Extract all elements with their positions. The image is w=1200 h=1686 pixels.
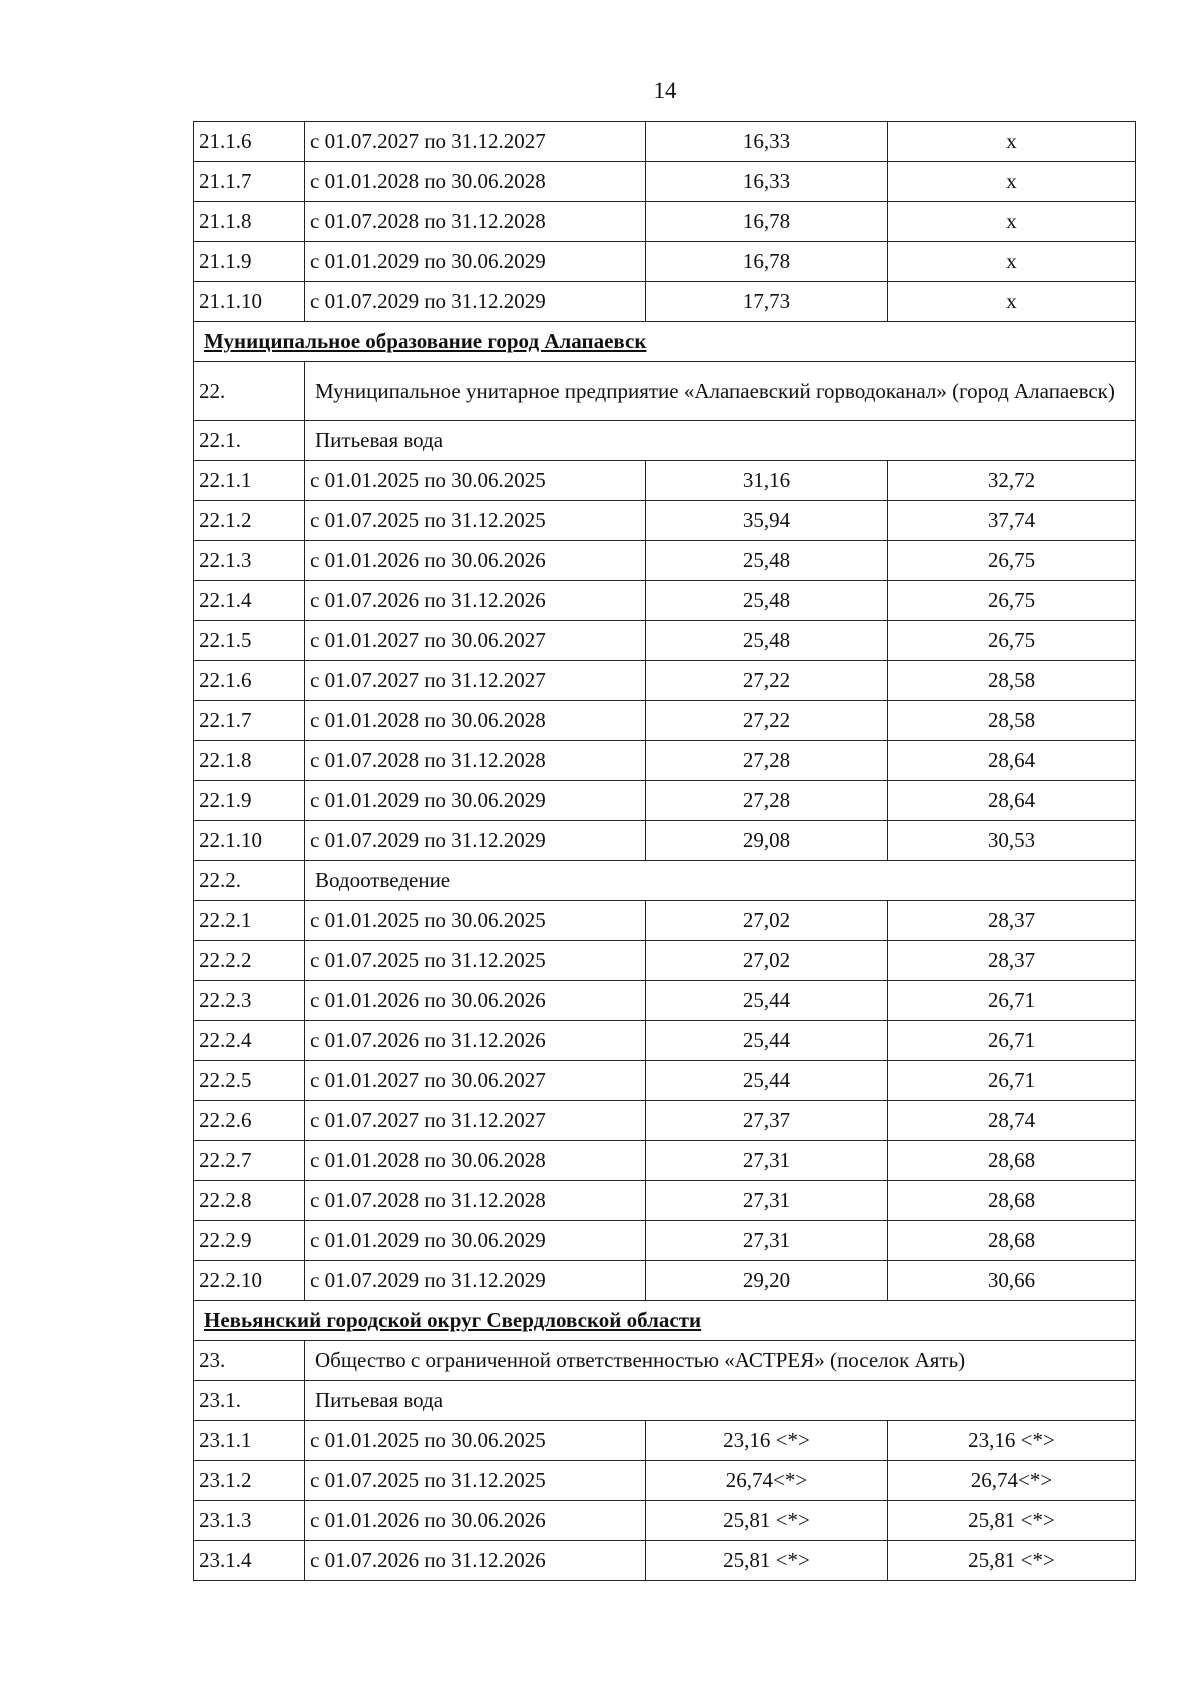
row-number: 21.1.6 [194,122,305,162]
tariff-row [194,461,1136,501]
period-cell: с 01.07.2027 по 31.12.2027 [305,122,646,162]
tariff-value-1: 25,81 <*> [646,1501,888,1541]
tariff-value-1: 27,28 [646,741,888,781]
period-cell: с 01.01.2025 по 30.06.2025 [305,461,646,501]
tariff-value-1: 17,73 [646,282,888,322]
row-number: 22.1.4 [194,581,305,621]
organization-row [194,1341,1136,1381]
tariff-row [194,541,1136,581]
tariff-value-2: х [888,162,1136,202]
tariff-row [194,1061,1136,1101]
tariff-value-2: 28,37 [888,941,1136,981]
organization-name: Муниципальное унитарное предприятие «Алапаевский горводоканал» (город Алапаевск) [305,362,1136,421]
tariff-value-1: 31,16 [646,461,888,501]
period-cell: с 01.07.2028 по 31.12.2028 [305,202,646,242]
tariff-value-2: 28,64 [888,781,1136,821]
period-cell: с 01.01.2029 по 30.06.2029 [305,781,646,821]
tariff-value-2: 28,64 [888,741,1136,781]
period-cell: с 01.07.2028 по 31.12.2028 [305,741,646,781]
tariff-row [194,1501,1136,1541]
tariff-value-1: 27,31 [646,1141,888,1181]
tariff-row [194,901,1136,941]
tariff-value-2: 28,58 [888,701,1136,741]
tariff-row [194,581,1136,621]
service-name: Водоотведение [305,861,1136,901]
tariff-value-2: 30,53 [888,821,1136,861]
tariff-value-2: 28,68 [888,1221,1136,1261]
tariff-value-2: 32,72 [888,461,1136,501]
tariff-value-2: 26,71 [888,981,1136,1021]
tariff-value-1: 25,48 [646,541,888,581]
tariff-value-1: 26,74<*> [646,1461,888,1501]
tariff-value-1: 23,16 <*> [646,1421,888,1461]
tariff-table [193,121,1136,1581]
tariff-value-1: 25,44 [646,1021,888,1061]
period-cell: с 01.07.2027 по 31.12.2027 [305,1101,646,1141]
row-number: 22.1.10 [194,821,305,861]
tariff-value-2: 37,74 [888,501,1136,541]
period-cell: с 01.07.2026 по 31.12.2026 [305,1541,646,1581]
tariff-value-1: 27,28 [646,781,888,821]
section-heading-row [194,1301,1136,1341]
row-number: 22.2. [194,861,305,901]
tariff-row [194,741,1136,781]
tariff-value-2: 28,68 [888,1141,1136,1181]
tariff-value-2: 26,75 [888,581,1136,621]
period-cell: с 01.01.2028 по 30.06.2028 [305,1141,646,1181]
row-number: 22.1.5 [194,621,305,661]
period-cell: с 01.07.2029 по 31.12.2029 [305,821,646,861]
tariff-value-2: х [888,242,1136,282]
tariff-value-2: 26,71 [888,1021,1136,1061]
tariff-value-2: х [888,202,1136,242]
tariff-row [194,941,1136,981]
row-number: 23.1.1 [194,1421,305,1461]
tariff-row [194,162,1136,202]
tariff-value-2: 26,75 [888,541,1136,581]
tariff-row [194,242,1136,282]
period-cell: с 01.01.2028 по 30.06.2028 [305,701,646,741]
tariff-value-2: 28,74 [888,1101,1136,1141]
period-cell: с 01.07.2029 по 31.12.2029 [305,282,646,322]
tariff-row [194,781,1136,821]
tariff-value-1: 25,48 [646,581,888,621]
tariff-value-1: 35,94 [646,501,888,541]
period-cell: с 01.07.2025 по 31.12.2025 [305,941,646,981]
page-number: 14 [653,78,677,103]
tariff-row [194,501,1136,541]
service-row [194,1381,1136,1421]
section-heading: Невьянский городской округ Свердловской области [194,1301,1136,1341]
tariff-value-2: 23,16 <*> [888,1421,1136,1461]
row-number: 22.2.3 [194,981,305,1021]
tariff-row [194,981,1136,1021]
period-cell: с 01.01.2025 по 30.06.2025 [305,1421,646,1461]
tariff-value-1: 27,31 [646,1221,888,1261]
tariff-value-1: 27,22 [646,701,888,741]
tariff-row [194,1101,1136,1141]
tariff-value-2: 28,58 [888,661,1136,701]
tariff-value-1: 29,08 [646,821,888,861]
tariff-value-1: 27,37 [646,1101,888,1141]
tariff-value-1: 16,33 [646,122,888,162]
period-cell: с 01.07.2025 по 31.12.2025 [305,501,646,541]
tariff-value-1: 27,22 [646,661,888,701]
tariff-row [194,282,1136,322]
row-number: 23.1.2 [194,1461,305,1501]
row-number: 22.2.10 [194,1261,305,1301]
row-number: 22.1.2 [194,501,305,541]
tariff-row [194,821,1136,861]
tariff-row [194,621,1136,661]
section-heading-row [194,322,1136,362]
row-number: 22.2.2 [194,941,305,981]
service-name: Питьевая вода [305,1381,1136,1421]
period-cell: с 01.07.2026 по 31.12.2026 [305,1021,646,1061]
period-cell: с 01.01.2026 по 30.06.2026 [305,981,646,1021]
period-cell: с 01.01.2029 по 30.06.2029 [305,1221,646,1261]
tariff-row [194,1461,1136,1501]
tariff-value-1: 25,44 [646,981,888,1021]
row-number: 22.2.5 [194,1061,305,1101]
period-cell: с 01.01.2025 по 30.06.2025 [305,901,646,941]
period-cell: с 01.07.2025 по 31.12.2025 [305,1461,646,1501]
row-number: 21.1.7 [194,162,305,202]
tariff-value-2: 28,37 [888,901,1136,941]
period-cell: с 01.01.2029 по 30.06.2029 [305,242,646,282]
row-number: 22.2.6 [194,1101,305,1141]
row-number: 22. [194,362,305,421]
row-number: 23.1.3 [194,1501,305,1541]
tariff-value-1: 16,33 [646,162,888,202]
tariff-value-2: х [888,122,1136,162]
row-number: 22.1.7 [194,701,305,741]
tariff-value-2: 26,71 [888,1061,1136,1101]
row-number: 22.1.1 [194,461,305,501]
row-number: 22.1.8 [194,741,305,781]
row-number: 22.1.9 [194,781,305,821]
row-number: 21.1.10 [194,282,305,322]
section-heading: Муниципальное образование город Алапаевск [194,322,1136,362]
tariff-row [194,1141,1136,1181]
period-cell: с 01.07.2027 по 31.12.2027 [305,661,646,701]
tariff-value-2: 26,75 [888,621,1136,661]
tariff-row [194,1541,1136,1581]
row-number: 22.2.1 [194,901,305,941]
row-number: 23.1. [194,1381,305,1421]
service-name: Питьевая вода [305,421,1136,461]
tariff-value-2: 25,81 <*> [888,1541,1136,1581]
row-number: 21.1.8 [194,202,305,242]
tariff-value-2: 30,66 [888,1261,1136,1301]
tariff-value-1: 16,78 [646,242,888,282]
tariff-value-1: 16,78 [646,202,888,242]
period-cell: с 01.07.2029 по 31.12.2029 [305,1261,646,1301]
tariff-row [194,1221,1136,1261]
tariff-row [194,202,1136,242]
tariff-row [194,1421,1136,1461]
service-row [194,861,1136,901]
tariff-value-1: 25,81 <*> [646,1541,888,1581]
organization-name: Общество с ограниченной ответственностью «АСТРЕЯ» (поселок Аять) [305,1341,1136,1381]
row-number: 22.1. [194,421,305,461]
tariff-value-2: 25,81 <*> [888,1501,1136,1541]
row-number: 22.2.8 [194,1181,305,1221]
tariff-value-2: 26,74<*> [888,1461,1136,1501]
tariff-table-body [194,122,1136,1581]
period-cell: с 01.01.2026 по 30.06.2026 [305,1501,646,1541]
tariff-value-2: 28,68 [888,1181,1136,1221]
row-number: 22.1.6 [194,661,305,701]
tariff-row [194,661,1136,701]
tariff-row [194,122,1136,162]
period-cell: с 01.07.2026 по 31.12.2026 [305,581,646,621]
tariff-value-1: 27,31 [646,1181,888,1221]
tariff-row [194,1181,1136,1221]
row-number: 23. [194,1341,305,1381]
period-cell: с 01.07.2028 по 31.12.2028 [305,1181,646,1221]
row-number: 23.1.4 [194,1541,305,1581]
row-number: 22.1.3 [194,541,305,581]
tariff-row [194,1261,1136,1301]
row-number: 22.2.4 [194,1021,305,1061]
tariff-row [194,1021,1136,1061]
service-row [194,421,1136,461]
tariff-value-1: 27,02 [646,901,888,941]
tariff-value-1: 25,44 [646,1061,888,1101]
row-number: 22.2.7 [194,1141,305,1181]
row-number: 22.2.9 [194,1221,305,1261]
organization-row [194,362,1136,421]
tariff-value-1: 27,02 [646,941,888,981]
period-cell: с 01.01.2027 по 30.06.2027 [305,621,646,661]
period-cell: с 01.01.2027 по 30.06.2027 [305,1061,646,1101]
period-cell: с 01.01.2028 по 30.06.2028 [305,162,646,202]
tariff-value-1: 29,20 [646,1261,888,1301]
tariff-row [194,701,1136,741]
tariff-value-1: 25,48 [646,621,888,661]
period-cell: с 01.01.2026 по 30.06.2026 [305,541,646,581]
row-number: 21.1.9 [194,242,305,282]
tariff-value-2: х [888,282,1136,322]
